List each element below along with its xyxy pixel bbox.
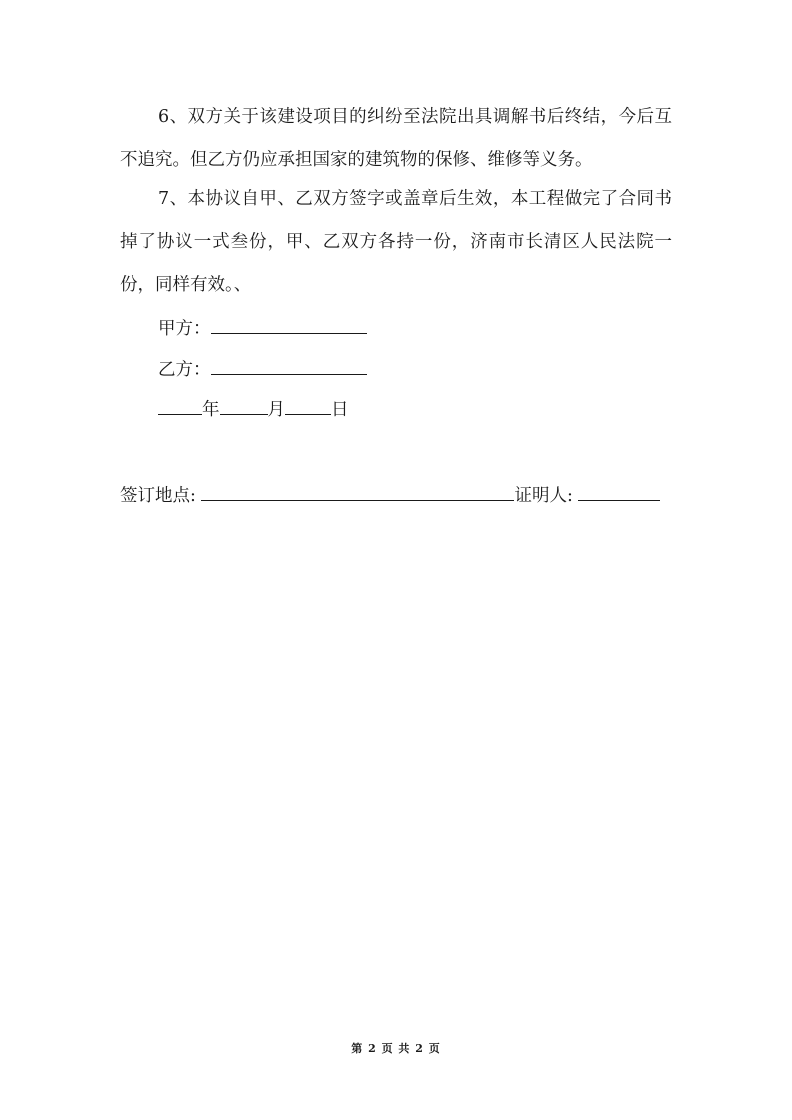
day-blank[interactable] [285,396,331,415]
signing-place-blank[interactable] [201,482,514,501]
party-a-label: 甲方： [158,319,211,339]
signing-place-row [120,482,672,508]
party-a-signature-blank[interactable] [211,315,367,334]
date-row [158,396,349,422]
year-label: 年 [202,400,220,420]
day-label: 日 [331,400,349,420]
party-b-signature-row [158,356,367,382]
party-b-label: 乙方： [158,360,211,380]
party-b-signature-blank[interactable] [211,356,367,375]
clause-6-paragraph: 6、双方关于该建设项目的纠纷至法院出具调解书后终结，今后互不追究。但乙方仍应承担国家的建筑物的保修、维修等义务。 [120,107,672,170]
witness-label: 证明人: [514,486,573,506]
page-footer: 第 2 页 共 2 页 [351,1042,441,1055]
party-a-signature-row [158,315,367,341]
signing-place-label: 签订地点: [120,486,196,506]
clause-7-paragraph: 7、本协议自甲、乙双方签字或盖章后生效，本工程做完了合同书掉了协议一式叁份，甲、乙双方各持一份，济南市长清区人民法院一份，同样有效。、 [120,189,672,295]
year-blank[interactable] [158,396,202,415]
month-blank[interactable] [220,396,268,415]
month-label: 月 [267,400,285,420]
witness-blank[interactable] [578,482,660,501]
